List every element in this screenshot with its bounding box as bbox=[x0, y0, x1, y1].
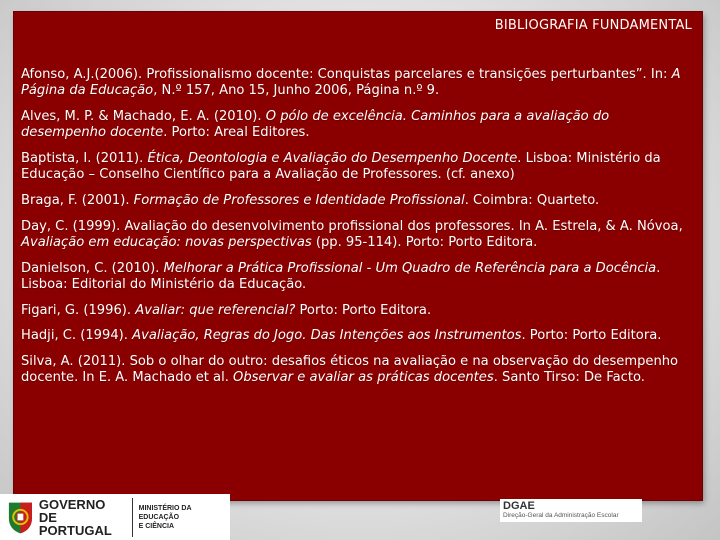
reference-item: Afonso, A.J.(2006). Profissionalismo docente: Conquistas parcelares e transições perturbantes”. In: A Página da Educação, N.º 157, Ano 15, Junho 2006, Página n.º 9. bbox=[21, 67, 681, 99]
dgae-abbreviation: DGAE bbox=[503, 500, 535, 512]
reference-item: Silva, A. (2011). Sob o olhar do outro: desafios éticos na avaliação e na observação do desempenho docente. In E. A. Machado et al. Observar e avaliar as práticas docentes. Santo Tirso: De Facto. bbox=[21, 353, 679, 386]
reference-list bbox=[21, 67, 693, 396]
dgae-full-name: Direção-Geral da Administração Escolar bbox=[503, 512, 619, 519]
government-logo bbox=[0, 494, 230, 540]
portugal-shield-icon bbox=[6, 498, 35, 536]
reference-item: Hadji, C. (1994). Avaliação, Regras do Jogo. Das Intenções aos Instrumentos. Porto: Porto Editora. bbox=[21, 328, 662, 344]
slide-panel bbox=[14, 12, 702, 500]
reference-item: Baptista, I. (2011). Ética, Deontologia e Avaliação do Desempenho Docente. Lisboa: Ministério da Educação – Conselho Científico para a Avaliação de Professores. (cf. anexo) bbox=[21, 150, 661, 183]
slide-title: BIBLIOGRAFIA FUNDAMENTAL bbox=[494, 18, 692, 33]
ministry-name: MINISTÉRIO DA EDUCAÇÃO E CIÊNCIA bbox=[138, 504, 192, 530]
government-name: GOVERNO DE PORTUGAL bbox=[39, 498, 133, 537]
reference-item: Danielson, C. (2010). Melhorar a Prática Profissional - Um Quadro de Referência para a Docência. Lisboa: Editorial do Ministério da Educação. bbox=[21, 260, 661, 292]
dgae-logo bbox=[500, 499, 642, 522]
reference-item: Figari, G. (1996). Avaliar: que referencial? Porto: Porto Editora. bbox=[21, 302, 432, 318]
reference-item: Braga, F. (2001). Formação de Professores e Identidade Profissional. Coimbra: Quarteto. bbox=[21, 192, 600, 208]
reference-item: Day, C. (1999). Avaliação do desenvolvimento profissional dos professores. In A. Estrela, & A. Nóvoa, Avaliação em educação: novas perspectivas (pp. 95-114). Porto: Porto Editora. bbox=[21, 218, 683, 250]
reference-item: Alves, M. P. & Machado, E. A. (2010). O pólo de excelência. Caminhos para a avaliação do desempenho docente. Porto: Areal Editores. bbox=[21, 108, 610, 141]
